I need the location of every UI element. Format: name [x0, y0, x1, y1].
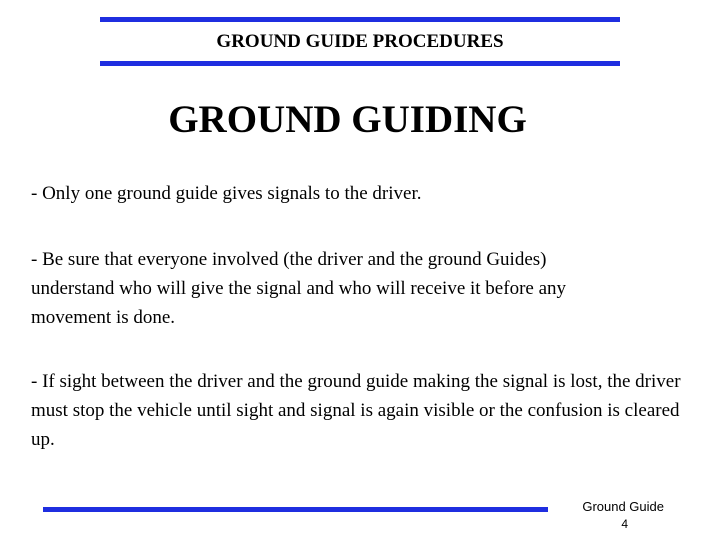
bullet-paragraph-1: - Only one ground guide gives signals to the driver. — [31, 183, 422, 204]
footer-label: Ground Guide — [582, 499, 664, 514]
header-top-rule — [100, 17, 620, 22]
slide-title: GROUND GUIDING — [168, 98, 527, 141]
bullet-paragraph-2: - Be sure that everyone involved (the driver and the ground Guides) understand who will give the signal and who will receive it before any movement is done. — [31, 249, 567, 328]
page-number: 4 — [621, 517, 628, 531]
footer-rule — [43, 507, 548, 512]
header-title: GROUND GUIDE PROCEDURES — [216, 31, 504, 52]
bullet-paragraph-3: - If sight between the driver and the ground guide making the signal is lost, the driver must stop the vehicle until sight and signal is again visible or the confusion is cleared up. — [31, 371, 681, 450]
header-bottom-rule — [100, 61, 620, 66]
